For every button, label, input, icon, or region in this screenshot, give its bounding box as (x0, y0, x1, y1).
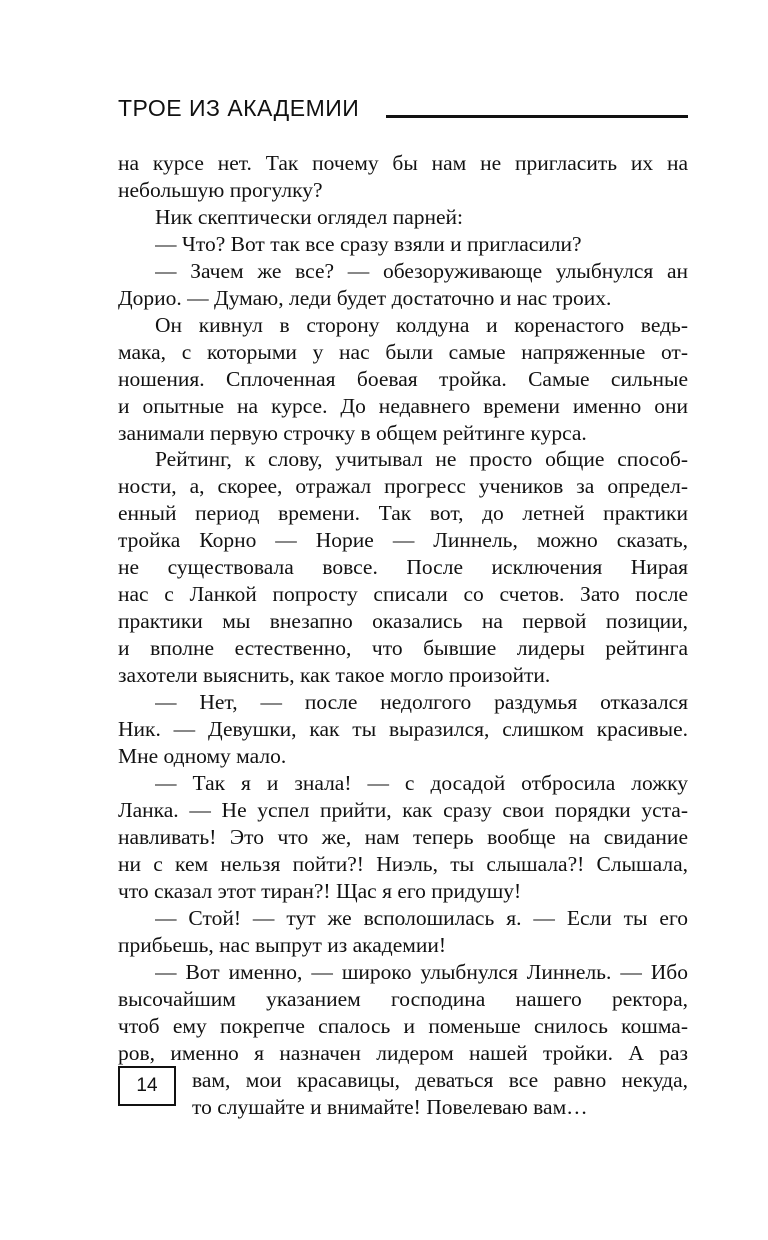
text-line: навливать! Это что же, нам теперь вообще на свидание (118, 825, 688, 849)
text-line: Ник. — Девушки, как ты выразился, слишком красивые. (118, 717, 688, 741)
text-line: нас с Ланкой попросту списали со счетов. Зато после (118, 582, 688, 606)
text-line: Рейтинг, к слову, учитывал не просто общие способ- (155, 447, 688, 471)
text-line: вам, мои красавицы, деваться все равно некуда, (192, 1068, 688, 1092)
text-line: занимали первую строчку в общем рейтинге курса. (118, 421, 587, 445)
text-line: что сказал этот тиран?! Щас я его придушу! (118, 879, 522, 903)
text-line: и опытные на курсе. До недавнего времени именно они (118, 394, 688, 418)
text-line: на курсе нет. Так почему бы нам не пригласить их на (118, 151, 688, 175)
text-line: тройка Корно — Норие — Линнель, можно сказать, (118, 528, 688, 552)
text-line: прибьешь, нас выпрут из академии! (118, 933, 447, 957)
text-line: ношения. Сплоченная боевая тройка. Самые сильные (118, 367, 688, 391)
text-line: енный период времени. Так вот, до летней практики (118, 501, 688, 525)
text-line: Ник скептически оглядел парней: (155, 205, 464, 229)
text-line: Он кивнул в сторону колдуна и коренастого ведь- (155, 313, 688, 337)
book-title: ТРОЕ ИЗ АКАДЕМИИ (118, 95, 360, 121)
text-line: ров, именно я назначен лидером нашей тройки. А раз (118, 1041, 688, 1065)
text-line: не существовала вовсе. После исключения Нирая (118, 555, 688, 579)
running-header (118, 93, 688, 123)
text-line: и вполне естественно, что бывшие лидеры рейтинга (118, 636, 688, 660)
text-line: Дорио. — Думаю, леди будет достаточно и нас троих. (118, 286, 612, 310)
text-line: ни с кем нельзя пойти?! Ниэль, ты слышала?! Слышала, (118, 852, 688, 876)
text-line: высочайшим указанием господина нашего ректора, (118, 987, 688, 1011)
text-line: — Так я и знала! — с досадой отбросила ложку (155, 771, 688, 795)
text-line: мака, с которыми у нас были самые напряженные от- (118, 340, 688, 364)
text-line: небольшую прогулку? (118, 178, 323, 202)
text-line: чтоб ему покрепче спалось и поменьше снилось кошма- (118, 1014, 688, 1038)
text-line: — Зачем же все? — обезоруживающе улыбнулся ан (155, 259, 688, 283)
text-line: то слушайте и внимайте! Повелеваю вам… (192, 1095, 588, 1119)
text-line: практики мы внезапно оказались на первой позиции, (118, 609, 688, 633)
text-line: Ланка. — Не успел прийти, как сразу свои порядки уста- (118, 798, 688, 822)
text-line: ности, а, скорее, отражал прогресс учеников за определ- (118, 474, 688, 498)
text-line: — Нет, — после недолгого раздумья отказался (155, 690, 688, 714)
text-line: — Стой! — тут же всполошилась я. — Если ты его (155, 906, 688, 930)
page-number: 14 (118, 1066, 176, 1106)
text-line: — Что? Вот так все сразу взяли и пригласили? (155, 232, 582, 256)
text-line: — Вот именно, — широко улыбнулся Линнель. — Ибо (155, 960, 688, 984)
text-line: захотели выяснить, как такое могло произойти. (118, 663, 551, 687)
header-rule (386, 115, 688, 118)
text-line: Мне одному мало. (118, 744, 287, 768)
